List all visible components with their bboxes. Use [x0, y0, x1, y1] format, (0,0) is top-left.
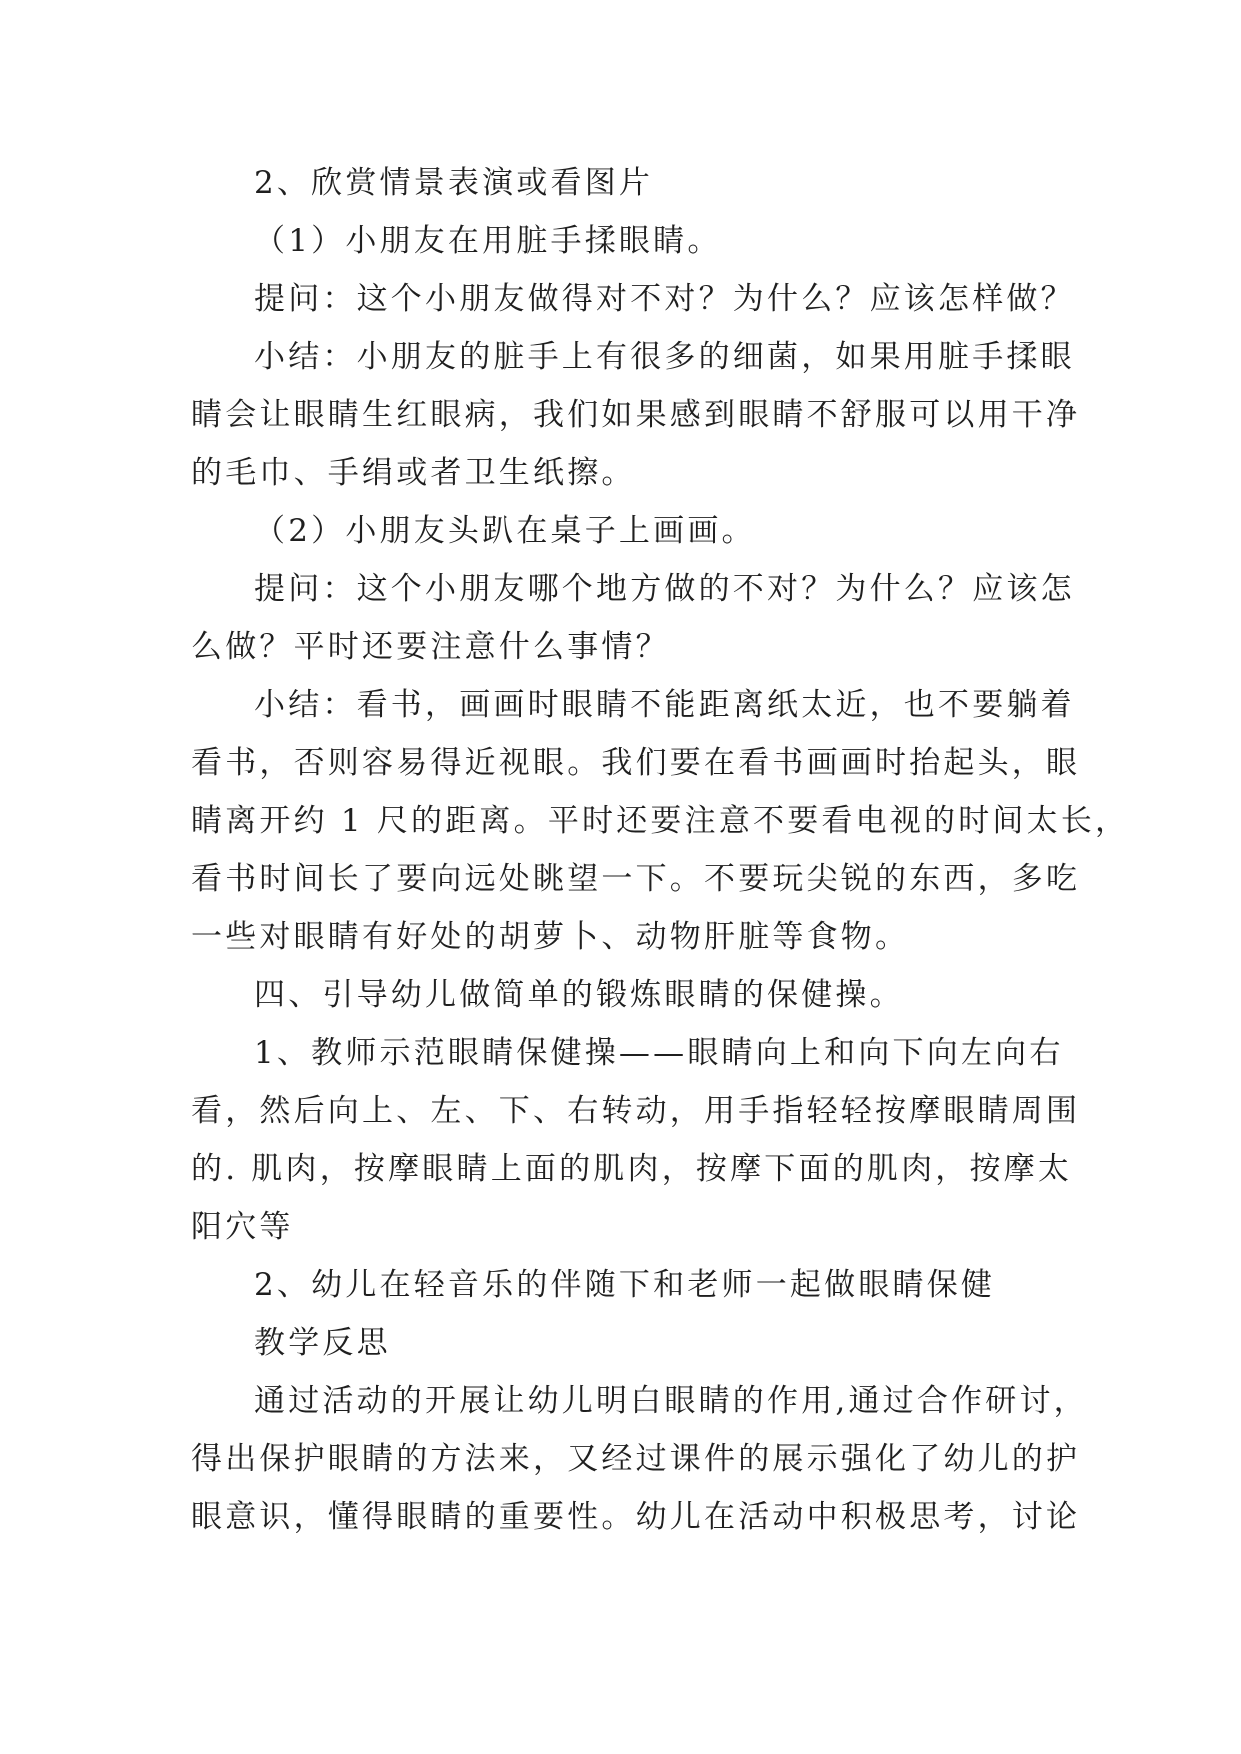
text-line: 教学反思 — [254, 1325, 391, 1361]
text-line: 2、幼儿在轻音乐的伴随下和老师一起做眼睛保健 — [254, 1267, 996, 1303]
text-line: 通过活动的开展让幼儿明白眼睛的作用,通过合作研讨， — [254, 1383, 1088, 1419]
text-line: 睛会让眼睛生红眼病，我们如果感到眼睛不舒服可以用干净 — [191, 397, 1081, 433]
text-line: 睛离开约 1 尺的距离。平时还要注意不要看电视的时间太长， — [191, 803, 1130, 839]
text-line: 的. 肌肉，按摩眼睛上面的肌肉，按摩下面的肌肉，按摩太 — [191, 1151, 1073, 1187]
text-line: （1）小朋友在用脏手揉眼睛。 — [254, 223, 722, 259]
text-line: 小结：小朋友的脏手上有很多的细菌，如果用脏手揉眼 — [254, 339, 1075, 375]
text-line: 眼意识，懂得眼睛的重要性。幼儿在活动中积极思考，讨论 — [191, 1499, 1081, 1535]
text-line: 看书，否则容易得近视眼。我们要在看书画画时抬起头，眼 — [191, 745, 1081, 781]
text-line: 一些对眼睛有好处的胡萝卜、动物肝脏等食物。 — [191, 919, 910, 955]
text-line: 2、欣赏情景表演或看图片 — [254, 165, 654, 201]
text-line: 看书时间长了要向远处眺望一下。不要玩尖锐的东西，多吃 — [191, 861, 1081, 897]
text-line: 1、教师示范眼睛保健操——眼睛向上和向下向左向右 — [254, 1035, 1064, 1071]
text-line: 小结：看书，画画时眼睛不能距离纸太近，也不要躺着 — [254, 687, 1075, 723]
text-line: 提问：这个小朋友哪个地方做的不对？为什么？应该怎 — [254, 571, 1075, 607]
text-line: 看，然后向上、左、下、右转动，用手指轻轻按摩眼睛周围 — [191, 1093, 1081, 1129]
text-line: 得出保护眼睛的方法来，又经过课件的展示强化了幼儿的护 — [191, 1441, 1081, 1477]
text-line: 提问：这个小朋友做得对不对？为什么？应该怎样做？ — [254, 281, 1075, 317]
text-line: 四、引导幼儿做简单的锻炼眼睛的保健操。 — [254, 977, 904, 1013]
text-line: 阳穴等 — [191, 1209, 294, 1245]
text-line: 么做？平时还要注意什么事情？ — [191, 629, 670, 665]
text-line: （2）小朋友头趴在桌子上画画。 — [254, 513, 756, 549]
text-line: 的毛巾、手绢或者卫生纸擦。 — [191, 455, 636, 491]
